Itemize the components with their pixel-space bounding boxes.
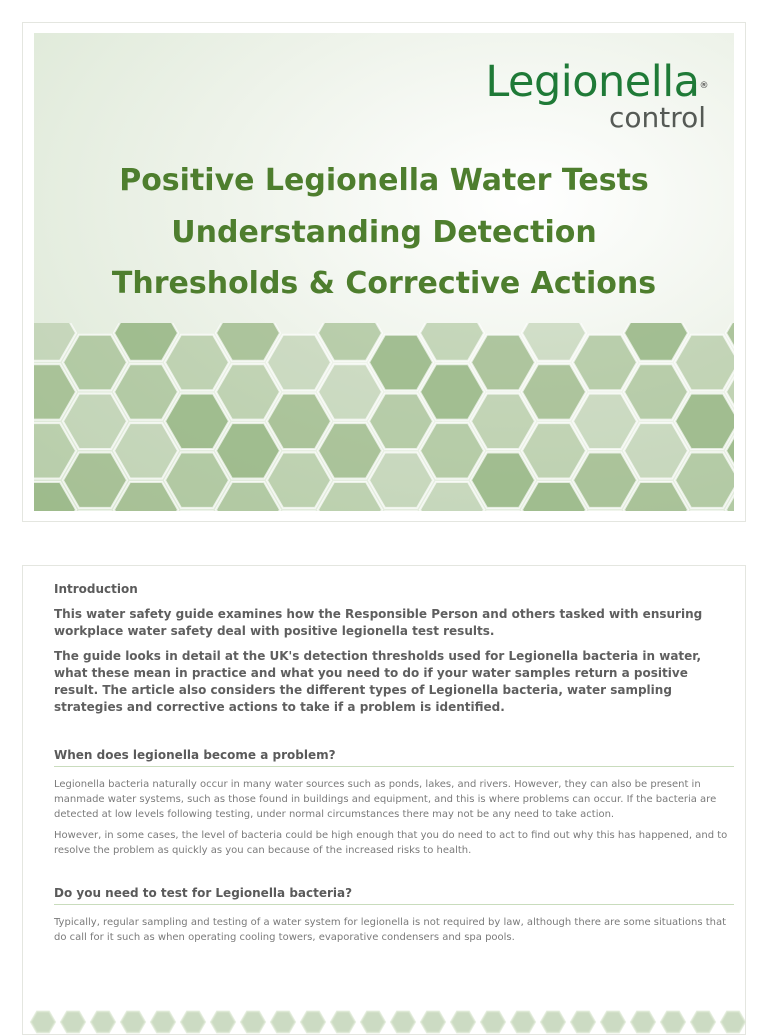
- hexagon-shape: [675, 453, 734, 508]
- intro-paragraph-2: The guide looks in detail at the UK's detection thresholds used for Legionella bacteria in water, what these mean in practice and what you need to do if your water samples return a positive result. The article also considers the different types of Legionella bacteria, water sampling strategies and corrective actions to take if a problem is identified.: [54, 649, 702, 714]
- hexagon-shape: [91, 1012, 115, 1033]
- hexagon-shape: [121, 1012, 145, 1033]
- hexagon-shape: [420, 364, 484, 419]
- hexagon-shape: [271, 1012, 295, 1033]
- article-page: [22, 565, 746, 1035]
- hexagon-shape: [31, 1012, 55, 1033]
- hexagon-shape: [63, 394, 127, 449]
- hexagon-shape: [421, 1012, 445, 1033]
- intro-heading: Introduction: [54, 582, 138, 596]
- hexagon-shape: [573, 453, 637, 508]
- article-content: [54, 578, 734, 951]
- cover-title-line: Thresholds & Corrective Actions: [111, 266, 657, 301]
- hexagon-shape: [691, 1012, 715, 1033]
- hexagon-shape: [267, 453, 331, 508]
- hexagon-shape: [165, 453, 229, 508]
- hexagon-shape: [451, 1012, 475, 1033]
- hexagon-shape: [721, 1012, 745, 1033]
- cover-page: [22, 22, 746, 522]
- hexagon-pattern: [34, 323, 734, 511]
- hexagon-shape: [511, 1012, 535, 1033]
- hexagon-shape: [631, 1012, 655, 1033]
- hexagon-shape: [624, 423, 688, 478]
- hexagon-shape: [114, 423, 178, 478]
- hexagon-shape: [369, 453, 433, 508]
- hexagon-shape: [391, 1012, 415, 1033]
- section-2-paragraph-1: Typically, regular sampling and testing of a water system for legionella is not required by law, although there are some situations that do call for it such as when operating cooling towers, evaporative condensers and spa pools.: [54, 917, 727, 943]
- hexagon-shape: [211, 1012, 235, 1033]
- hexagon-shape: [601, 1012, 625, 1033]
- hexagon-shape: [181, 1012, 205, 1033]
- hexagon-shape: [481, 1012, 505, 1033]
- footer-hexagon-border: [23, 1002, 747, 1036]
- hexagon-shape: [165, 335, 229, 391]
- hexagon-shape: [624, 364, 688, 419]
- hexagon-shape: [661, 1012, 685, 1033]
- hexagon-shape: [675, 394, 734, 449]
- hexagon-shape: [471, 453, 535, 508]
- hexagon-shape: [571, 1012, 595, 1033]
- hexagon-shape: [114, 364, 178, 419]
- intro-paragraph-1: This water safety guide examines how the Responsible Person and others tasked with ensuring workplace water safety deal with positive legionella test results.: [54, 607, 703, 638]
- hexagon-shape: [318, 423, 382, 478]
- hexagon-shape: [471, 394, 535, 449]
- hexagon-shape: [267, 335, 331, 391]
- logo-sub-text: control: [608, 101, 706, 134]
- hexagon-shape: [61, 1012, 85, 1033]
- hexagon-shape: [63, 335, 127, 391]
- hexagon-shape: [471, 335, 535, 391]
- hexagon-shape: [369, 335, 433, 391]
- hexagon-shape: [216, 364, 280, 419]
- logo-brand-text: Legionella: [485, 57, 700, 107]
- cover-title-line: Understanding Detection: [171, 214, 597, 250]
- hexagon-shape: [573, 335, 637, 391]
- hexagon-shape: [522, 364, 586, 419]
- hexagon-shape: [267, 394, 331, 449]
- section-1-paragraph-2: However, in some cases, the level of bacteria could be high enough that you do need to act to find out why this has happened, and to resolve the problem as quickly as you can because of the increased risks to health.: [54, 830, 728, 856]
- hexagon-shape: [420, 423, 484, 478]
- hexagon-shape: [151, 1012, 175, 1033]
- hexagon-shape: [216, 423, 280, 478]
- hexagon-shape: [301, 1012, 325, 1033]
- hexagon-shape: [331, 1012, 355, 1033]
- hexagon-shape: [522, 423, 586, 478]
- hexagon-shape: [573, 394, 637, 449]
- section-1-paragraph-1: Legionella bacteria naturally occur in many water sources such as ponds, lakes, and rivers. However, they can also be present in manmade water systems, such as those found in buildings and equipment, and this is where problems can occur. If the bacteria are detected at low levels following testing, under normal circumstances there may not be any need to take action.: [54, 779, 717, 820]
- hexagon-shape: [361, 1012, 385, 1033]
- section-heading-testing: Do you need to test for Legionella bacteria?: [54, 886, 734, 905]
- hexagon-shape: [541, 1012, 565, 1033]
- hexagon-shape: [318, 364, 382, 419]
- hexagon-shape: [165, 394, 229, 449]
- cover-panel: [34, 33, 734, 511]
- brand-logo: Legionella® control: [485, 57, 708, 134]
- hexagon-shape: [63, 453, 127, 508]
- cover-title-line: Positive Legionella Water Tests: [119, 163, 649, 198]
- cover-title: [34, 155, 734, 310]
- hexagon-shape: [369, 394, 433, 449]
- hexagon-shape: [675, 335, 734, 391]
- hexagon-shape: [241, 1012, 265, 1033]
- section-heading-problem: When does legionella become a problem?: [54, 748, 734, 767]
